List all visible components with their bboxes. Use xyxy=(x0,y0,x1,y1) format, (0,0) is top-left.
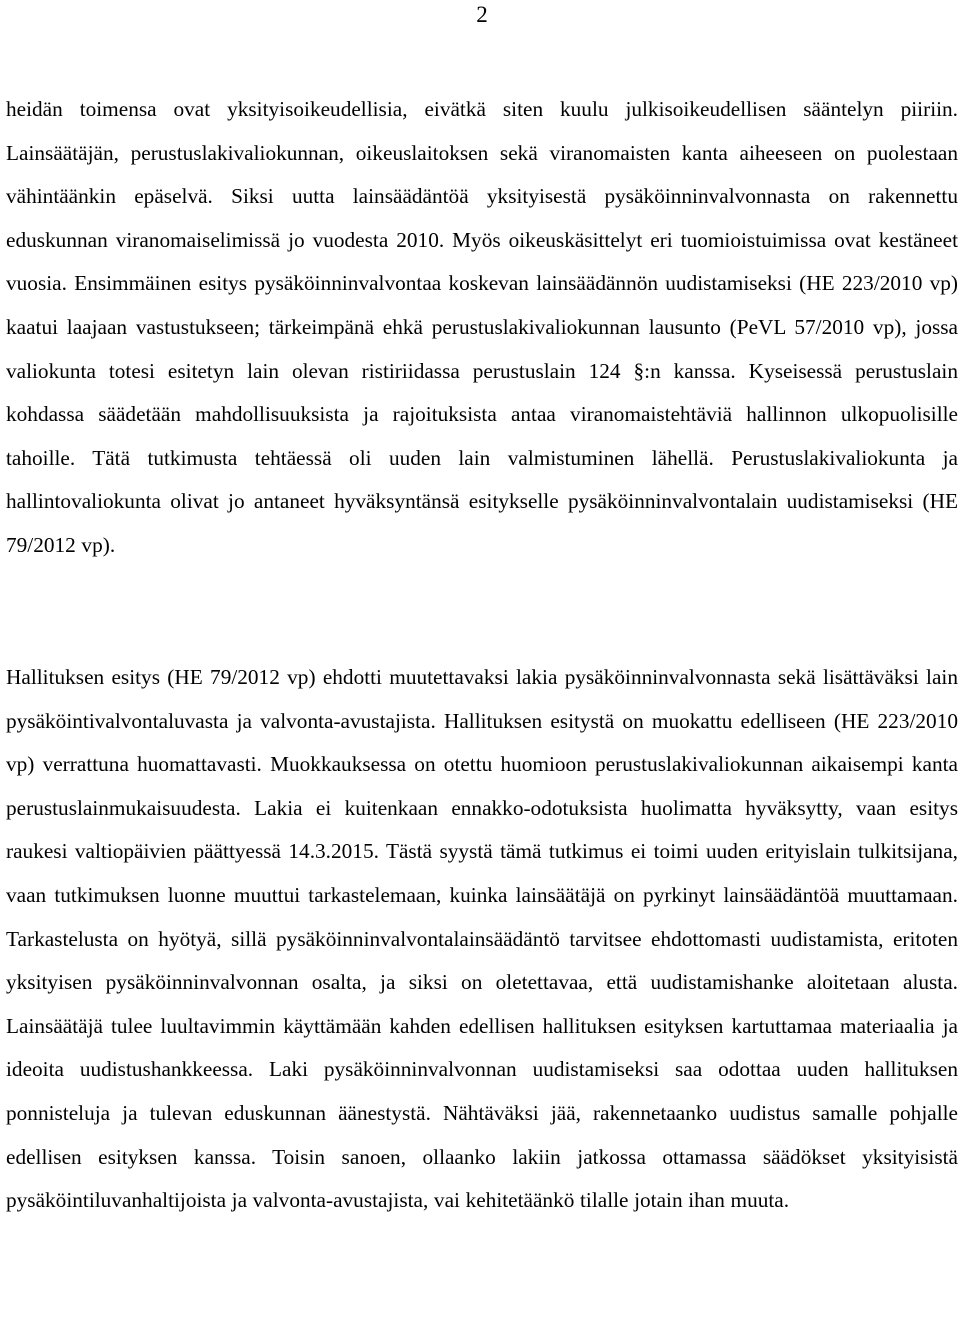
body-paragraph-1: heidän toimensa ovat yksityisoikeudellisia, eivätkä siten kuulu julkisoikeudellisen sääntelyn piiriin. Lainsäätäjän, perustuslakivaliokunnan, oikeuslaitoksen sekä viranomaisten kanta aiheeseen on puolestaan vähintäänkin epäselvä. Siksi uutta lainsäädäntöä yksityisestä pysäköinninvalvonnasta on rakennettu eduskunnan viranomaiselimissä jo vuodesta 2010. Myös oikeuskäsittelyt eri tuomioistuimissa ovat kestäneet vuosia. Ensimmäinen esitys pysäköinninvalvontaa koskevan lainsäädännön uudistamiseksi (HE 223/2010 vp) kaatui laajaan vastustukseen; tärkeimpänä ehkä perustuslakivaliokunnan lausunto (PeVL 57/2010 vp), jossa valiokunta totesi esitetyn lain olevan ristiriidassa perustuslain 124 §:n kanssa. Kyseisessä perustuslain kohdassa säädetään mahdollisuuksista ja rajoituksista antaa viranomaistehtäviä hallinnon ulkopuolisille tahoille. Tätä tutkimusta tehtäessä oli uuden lain valmistuminen lähellä. Perustuslakivaliokunta ja hallintovaliokunta olivat jo antaneet hyväksyntänsä esitykselle pysäköinninvalvontalain uudistamiseksi (HE 79/2012 vp). xyxy=(6,97,958,557)
body-paragraph-2: Hallituksen esitys (HE 79/2012 vp) ehdotti muutettavaksi lakia pysäköinninvalvonnasta sekä lisättäväksi lain pysäköintivalvontaluvasta ja valvonta-avustajista. Hallituksen esitystä on muokattu edelliseen (HE 223/2010 vp) verrattuna huomattavasti. Muokkauksessa on otettu huomioon perustuslakivaliokunnan aikaisempi kanta perustuslainmukaisuudesta. Lakia ei kuitenkaan ennakko-odotuksista huolimatta hyväksytty, vaan esitys raukesi valtiopäivien päättyessä 14.3.2015. Tästä syystä tämä tutkimus ei toimi uuden erityislain tulkitsijana, vaan tutkimuksen luonne muuttui tarkastelemaan, kuinka lainsäätäjä on pyrkinyt lainsäädäntöä muuttamaan. Tarkastelusta on hyötyä, sillä pysäköinninvalvontalainsäädäntö tarvitsee ehdottomasti uudistamista, eritoten yksityisen pysäköinninvalvonnan osalta, ja siksi on oletettavaa, että uudistamishanke aloitetaan alusta. Lainsäätäjä tulee luultavimmin käyttämään kahden edellisen hallituksen esityksen kartuttamaa materiaalia ja ideoita uudistushankkeessa. Laki pysäköinninvalvonnan uudistamiseksi saa odottaa uuden hallituksen ponnisteluja ja tulevan eduskunnan äänestystä. Nähtäväksi jää, rakennetaanko uudistus samalle pohjalle edellisen esityksen kanssa. Toisin sanoen, ollaanko lakiin jatkossa ottamassa säädökset yksityisistä pysäköintiluvanhaltijoista ja valvonta-avustajista, vai kehitetäänkö tilalle jotain ihan muuta. xyxy=(6,665,958,1213)
page-number: 2 xyxy=(476,2,488,27)
